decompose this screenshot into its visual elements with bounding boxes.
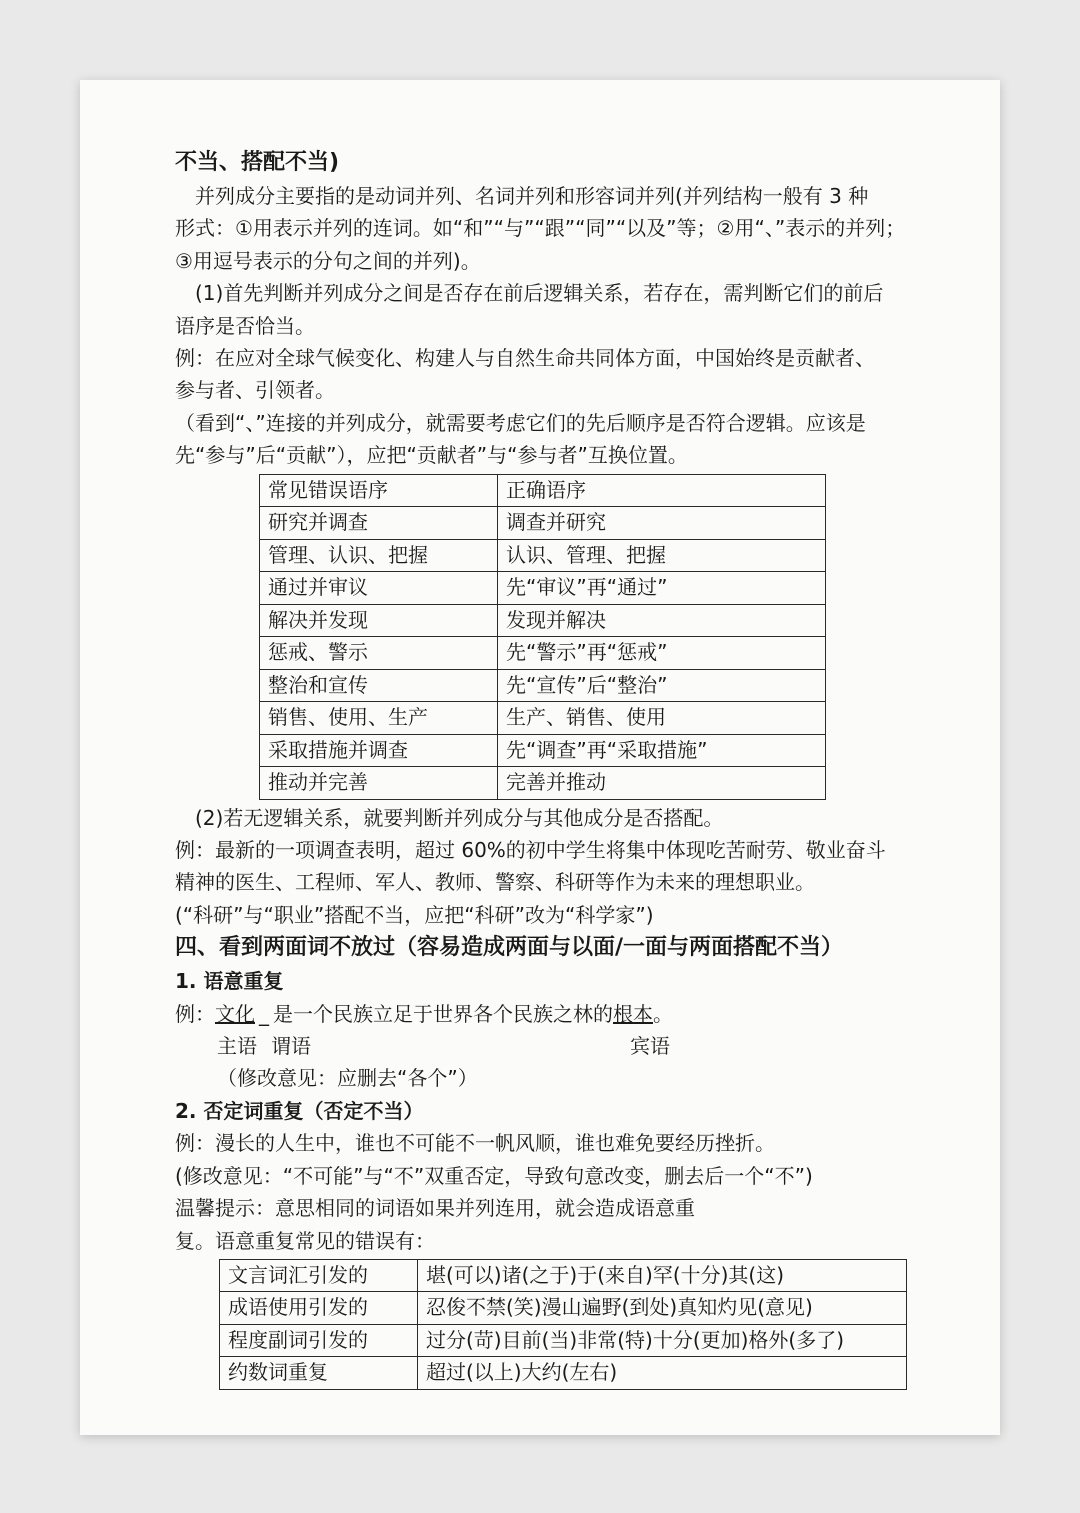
table-row <box>220 1324 907 1357</box>
example1-line-2: 参与者、引领者。 <box>175 378 335 403</box>
label-predicate: 谓语 <box>271 1034 311 1059</box>
point2-example-line-1: 例：最新的一项调查表明，超过 60%的初中学生将集中体现吃苦耐劳、敬业奋斗 <box>175 838 886 863</box>
table-row <box>220 1259 907 1292</box>
point1-line-2: 语序是否恰当。 <box>175 313 315 338</box>
intro-line-1: 并列成分主要指的是动词并列、名词并列和形容词并列(并列结构一般有 3 种 <box>195 184 869 208</box>
table-row <box>260 702 826 735</box>
table-cell: 生产、销售、使用 <box>498 702 826 735</box>
word-order-table <box>259 474 826 800</box>
note1-line-2: 先“参与”后“贡献”），应把“贡献者”与“参与者”互换位置。 <box>175 443 688 468</box>
table-header-cell: 正确语序 <box>498 474 826 507</box>
section-heading-tail: 不当、搭配不当) <box>175 150 340 175</box>
table-cell: 推动并完善 <box>260 767 498 800</box>
table-cell: 整治和宣传 <box>260 669 498 702</box>
table-cell: 认识、管理、把握 <box>498 539 826 572</box>
table-cell: 研究并调查 <box>260 507 498 540</box>
example-middle: 是一个民族立足于世界各个民族之林的 <box>273 1001 613 1026</box>
table-cell: 采取措施并调查 <box>260 734 498 767</box>
intro-line-2: 形式：①用表示并列的连词。如“和”“与”“跟”“同”“以及”等；②用“、”表示的并列； <box>175 216 906 241</box>
table-cell: 程度副词引发的 <box>220 1324 418 1357</box>
example1-line-1: 例：在应对全球气候变化、构建人与自然生命共同体方面，中国始终是贡献者、 <box>175 346 875 371</box>
example-mark: _ <box>259 1001 269 1026</box>
table-cell: 文言词汇引发的 <box>220 1259 418 1292</box>
page-content <box>175 146 915 1390</box>
table-row <box>260 604 826 637</box>
example-subject: 文化 <box>215 1001 255 1026</box>
table-cell: 约数词重复 <box>220 1357 418 1390</box>
table-row <box>260 572 826 605</box>
example-end: 。 <box>653 1001 673 1026</box>
document-page <box>80 80 1000 1435</box>
table-header-row <box>260 474 826 507</box>
table-cell: 先“调查”再“采取措施” <box>498 734 826 767</box>
table-cell: 堪(可以)诸(之于)于(来自)罕(十分)其(这) <box>418 1259 907 1292</box>
table-row <box>260 507 826 540</box>
example-object: 根本 <box>613 1001 653 1026</box>
table-header-cell: 常见错误语序 <box>260 474 498 507</box>
table-cell: 通过并审议 <box>260 572 498 605</box>
sub1-example <box>175 998 915 1030</box>
sub2-tip-line-1: 温馨提示：意思相同的词语如果并列连用，就会造成语意重 <box>175 1196 695 1221</box>
table-row <box>260 669 826 702</box>
sub2-note: (修改意见：“不可能”与“不”双重否定，导致句意改变，删去后一个“不”) <box>175 1163 813 1188</box>
table-cell: 先“宣传”后“整治” <box>498 669 826 702</box>
point2-example-line-2: 精神的医生、工程师、军人、教师、警察、科研等作为未来的理想职业。 <box>175 870 815 895</box>
section4-heading: 四、看到两面词不放过（容易造成两面与以面/一面与两面搭配不当） <box>175 935 844 961</box>
sub1-title: 1. 语意重复 <box>175 969 284 994</box>
sub2-example: 例：漫长的人生中，谁也不可能不一帆风顺，谁也难免要经历挫折。 <box>175 1131 775 1156</box>
label-object: 宾语 <box>630 1034 670 1059</box>
table-cell: 先“审议”再“通过” <box>498 572 826 605</box>
table-cell: 惩戒、警示 <box>260 637 498 670</box>
example-prefix: 例： <box>175 1001 215 1026</box>
point2-note: (“科研”与“职业”搭配不当，应把“科研”改为“科学家”) <box>175 902 654 927</box>
table-cell: 过分(苛)目前(当)非常(特)十分(更加)格外(多了) <box>418 1324 907 1357</box>
sub2-title: 2. 否定词重复（否定不当） <box>175 1098 424 1123</box>
table-row <box>260 637 826 670</box>
intro-line-3: ③用逗号表示的分句之间的并列)。 <box>175 248 481 273</box>
note1-line-1: （看到“、”连接的并列成分，就需要考虑它们的先后顺序是否符合逻辑。应该是 <box>175 410 866 435</box>
table-cell: 超过(以上)大约(左右) <box>418 1357 907 1390</box>
table-cell: 管理、认识、把握 <box>260 539 498 572</box>
point2-text: (2)若无逻辑关系，就要判断并列成分与其他成分是否搭配。 <box>195 805 724 830</box>
table-row <box>220 1292 907 1325</box>
table-cell: 先“警示”再“惩戒” <box>498 637 826 670</box>
table-cell: 解决并发现 <box>260 604 498 637</box>
sub2-tip-line-2: 复。语意重复常见的错误有： <box>175 1228 435 1253</box>
sub1-note: （修改意见：应删去“各个”） <box>217 1066 478 1091</box>
table-cell: 调查并研究 <box>498 507 826 540</box>
sentence-component-labels <box>175 1030 915 1062</box>
table-cell: 成语使用引发的 <box>220 1292 418 1325</box>
repetition-errors-table <box>219 1259 907 1390</box>
table-cell: 销售、使用、生产 <box>260 702 498 735</box>
table-row <box>260 734 826 767</box>
table-row <box>220 1357 907 1390</box>
point1-line-1: (1)首先判断并列成分之间是否存在前后逻辑关系，若存在，需判断它们的前后 <box>195 281 884 306</box>
label-subject: 主语 <box>217 1034 257 1059</box>
table-cell: 忍俊不禁(笑)漫山遍野(到处)真知灼见(意见) <box>418 1292 907 1325</box>
table-row <box>260 539 826 572</box>
table-cell: 完善并推动 <box>498 767 826 800</box>
table-row <box>260 767 826 800</box>
table-cell: 发现并解决 <box>498 604 826 637</box>
